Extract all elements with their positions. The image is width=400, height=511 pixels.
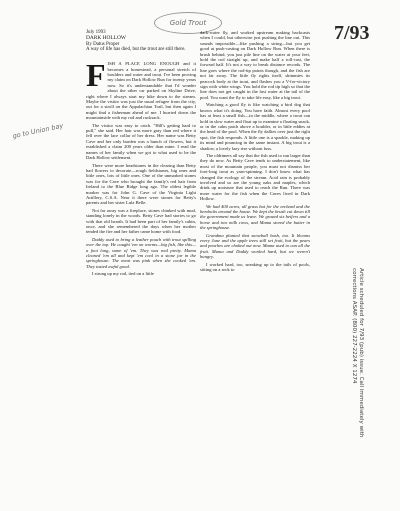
handwritten-page-number: 7/93 — [334, 22, 370, 44]
article-column-left — [86, 30, 196, 279]
italic-paragraph: Grandma planted that snowball bush, too. It blooms every June and the apple trees still set fruit, but the pears and peaches are choked out now. Mama used to can all the fruit. Mama and Daddy worked hard, but we weren't hungry. — [200, 232, 310, 260]
article-paragraph: dark-water fly, and worked upstream making backcasts when I could, but otherwise just pushing the line out. This sounds impossible—like pushing a string—but you get good at push-casting on Dark Hollow Run. When there is brush behind, you just pile line on the water at your feet, hold the rod straight up, and make half a roll-cast, the forward half. It's not a way to break distance records. The line goes where the rod-tip points though, and the fish are not far away. The little fly rights itself, shimmies its peacock body at the trout, and flashes you a V-for-victory sign with white wings. You hold the rod tip high so that the line does not get caught in the fast water at the tail of the pool. You want the fly to take life easy, like a big trout. — [200, 30, 310, 100]
article-paragraph: The visitor was easy to catch. "Hill's getting hard to pull," she said. Her hair was more gray than red where it fell over the lace collar of her dress. Her name was Betty Cave and her only burden was a bunch of flowers, but it established a claim 200 years older than mine. I read the names of her family when we got to what used to be the Dark Hollow settlement. — [86, 122, 196, 161]
italic-paragraph: Daddy used to bring a leather pouch with trout spilling over the top. He caught 'em on worms—big fish, like this—a foot long, some of 'em. They was real pretty. Mama cleaned 'em all and kept 'em cool in a stone jar in the springhouse. The meat was pink when she cooked 'em. They tasted awful good. — [86, 236, 196, 269]
article-opening-text: ISH A PLACE LONG ENOUGH and it becomes a homestead, a personal stretch of boulders and water and trout. I've been proving my claim on Dark Hollow Run for twenty years now. So it's understandable that I'd wonder about the other car parked on Skyline Drive, right where I always start my hike down to the stream. Maybe the visitor was just the usual refugee from the city, out for a stroll on the Appalachian Trail, but then again I might find a fisherman ahead of me. I hurried down the mountainside with my rod and rucksack. — [86, 61, 196, 121]
article-dateline: July 1993 — [86, 30, 106, 35]
article-paragraph: The oldtimers all say that the fish used to run larger than they do now. As Betty Cave tends to understatement, like most of the mountain people, you must not dismiss her foot-long trout as yarn-spinning. I don't know what has changed the ecology of the stream. Acid rain is probably involved and so are the young oaks and maples, which drink up moisture that used to reach the Run. There was more water for the fish when the Caves lived in Dark Hollow. — [200, 152, 310, 202]
article-byline: By Datus Proper — [86, 41, 120, 47]
quoted-recollection — [86, 237, 196, 269]
handwritten-circled-note: Gold Trout — [154, 12, 222, 34]
article-paragraph: I worked hard, too, sneaking up to the tails of pools, sitting on a rock to — [200, 261, 310, 273]
article-subtitle: A way of life has died, but the trout are still there. — [86, 47, 186, 53]
handwritten-margin-note: go to Union bay — [11, 121, 64, 141]
article-paragraph: Watching a good fly is like watching a bird dog that knows what it's doing. You have faith. Almost every pool has at least a small fish—in the middle, where a trout can hold in slow water and float up to examine a floating snack, or in the calm patch above a boulder, or in little eddies at the head of the pool. When the fly dallies over just the right spot, the fish responds. A little one is a sparkle, making up its mind and pouncing in the same instant. A big trout is a shadow, a lovely lazy rise without fuss. — [200, 102, 310, 151]
article-title: DARK HOLLOW — [86, 34, 126, 41]
article-paragraph — [86, 57, 196, 121]
vertical-note-text: Article scheduled for 7/93 (pub) issue. Call immediately with corrections ASAP. (800) 227-2224 X 1274 — [351, 268, 364, 438]
quoted-recollection — [200, 204, 310, 260]
drop-cap: F — [86, 57, 106, 94]
vertical-handwritten-instructions — [334, 268, 364, 468]
article-paragraph: I strung up my rod, tied on a little — [92, 271, 154, 277]
article-header — [86, 30, 196, 53]
article-column-right — [200, 30, 310, 274]
article-paragraph: There were more headstones in the clearing than Betty had flowers to decorate—rough fieldstones, big ones and little ones, lots of little ones. One of the unmarked stones was for the Cave who brought the family's red hair from Ireland to the Blue Ridge long ago. The oldest legible marker was for John G. Cave of the Virginia Light Artillery, C.S.A. Near it there were stones for Betty's parents and her sister Lula Belle. — [86, 162, 196, 206]
italic-paragraph: We had 400 acres, all grass but for the orchard and the hemlocks around the house. We kept the brush cut down till the government made us leave. We grazed six heifers and a horse and two milk cows, and Mama stored the butter in the springhouse. — [200, 203, 310, 231]
article-paragraph: Not far away was a fireplace, stones chinked with mud, standing lonely in the woods. Betty Cave had stories to go with that old hearth. It had been part of her family's cabin, once, and she remembered the days when her mother tended the fire and her father came home with food. — [86, 207, 196, 235]
